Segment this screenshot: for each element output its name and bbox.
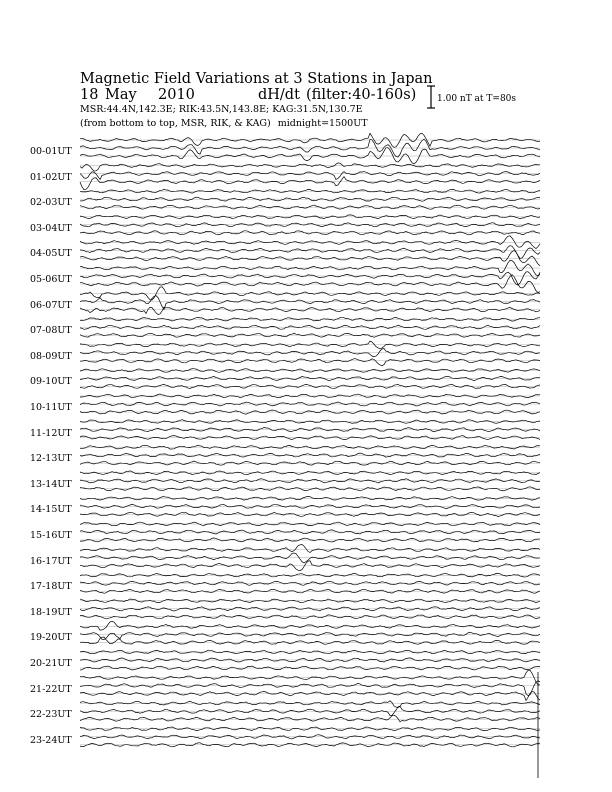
hour-label: 05-06UT: [30, 274, 72, 285]
hour-label: 03-04UT: [30, 222, 72, 234]
trace-msr: [80, 177, 540, 190]
trace-msr: [80, 307, 540, 314]
trace-kag: [80, 622, 540, 631]
trace-rik: [80, 632, 540, 639]
hour-label: 14-15UT: [30, 504, 72, 516]
station-coordinates: MSR:44.4N,142.3E; RIK:43.5N,143.8E; KAG:31.5N,130.7E: [80, 104, 363, 115]
trace-rik: [80, 706, 540, 715]
scale-bar: [427, 86, 435, 108]
hour-label: 13-14UT: [30, 478, 72, 490]
trace-msr: [80, 275, 540, 293]
trace-msr: [80, 637, 540, 644]
trace-kag: [80, 701, 540, 708]
hour-label: 00-01UT: [30, 146, 72, 157]
date-month: May: [105, 87, 137, 103]
hour-label: 17-18UT: [30, 581, 72, 593]
trace-kag: [80, 670, 540, 685]
trace-msr: [80, 715, 540, 722]
trace-kag: [80, 133, 540, 147]
hour-label: 22-23UT: [30, 709, 72, 721]
chart-title: Magnetic Field Variations at 3 Stations in Japan: [80, 71, 433, 87]
hour-label: 20-21UT: [30, 658, 72, 669]
hour-label: 11-12UT: [30, 427, 72, 439]
hour-label: 07-08UT: [30, 325, 72, 337]
hour-label: 02-03UT: [30, 197, 72, 209]
hour-label: 01-02UT: [30, 171, 72, 183]
trace-rik: [80, 172, 540, 180]
hour-label: 19-20UT: [30, 632, 72, 644]
trace-group: [80, 133, 540, 778]
trace-msr: [80, 251, 540, 266]
scale-bar-label: 1.00 nT at T=80s: [437, 94, 517, 104]
trace-kag: [80, 236, 540, 249]
trace-kag: [80, 545, 540, 553]
hour-label: 18-19UT: [30, 606, 72, 618]
trace-msr: [80, 359, 540, 366]
trace-rik: [80, 246, 540, 259]
midnight-note: midnight=1500UT: [277, 118, 368, 129]
hour-label: 21-22UT: [30, 683, 72, 695]
order-note: (from bottom to top, MSR, RIK, & KAG): [80, 118, 271, 129]
date-day: 18: [80, 87, 99, 103]
hour-label: 08-09UT: [30, 350, 72, 362]
hour-label: 23-24UT: [30, 734, 72, 746]
quantity-label: dH/dt: [258, 87, 300, 103]
trace-rik: [80, 349, 540, 357]
hour-label: 04-05UT: [30, 248, 72, 260]
filter-label: (filter:40-160s): [306, 87, 417, 103]
trace-msr: [80, 692, 540, 701]
trace-rik: [80, 296, 540, 310]
hour-label: 06-07UT: [30, 299, 72, 311]
trace-rik: [80, 681, 540, 696]
hour-label: 15-16UT: [30, 530, 72, 541]
hour-label: 16-17UT: [30, 555, 72, 567]
hour-label: 09-10UT: [30, 376, 72, 388]
hour-label: 12-13UT: [30, 453, 72, 465]
trace-kag: [80, 341, 540, 349]
hour-label: 10-11UT: [30, 402, 72, 413]
trace-kag: [80, 163, 540, 171]
date-year: 2010: [158, 87, 195, 103]
